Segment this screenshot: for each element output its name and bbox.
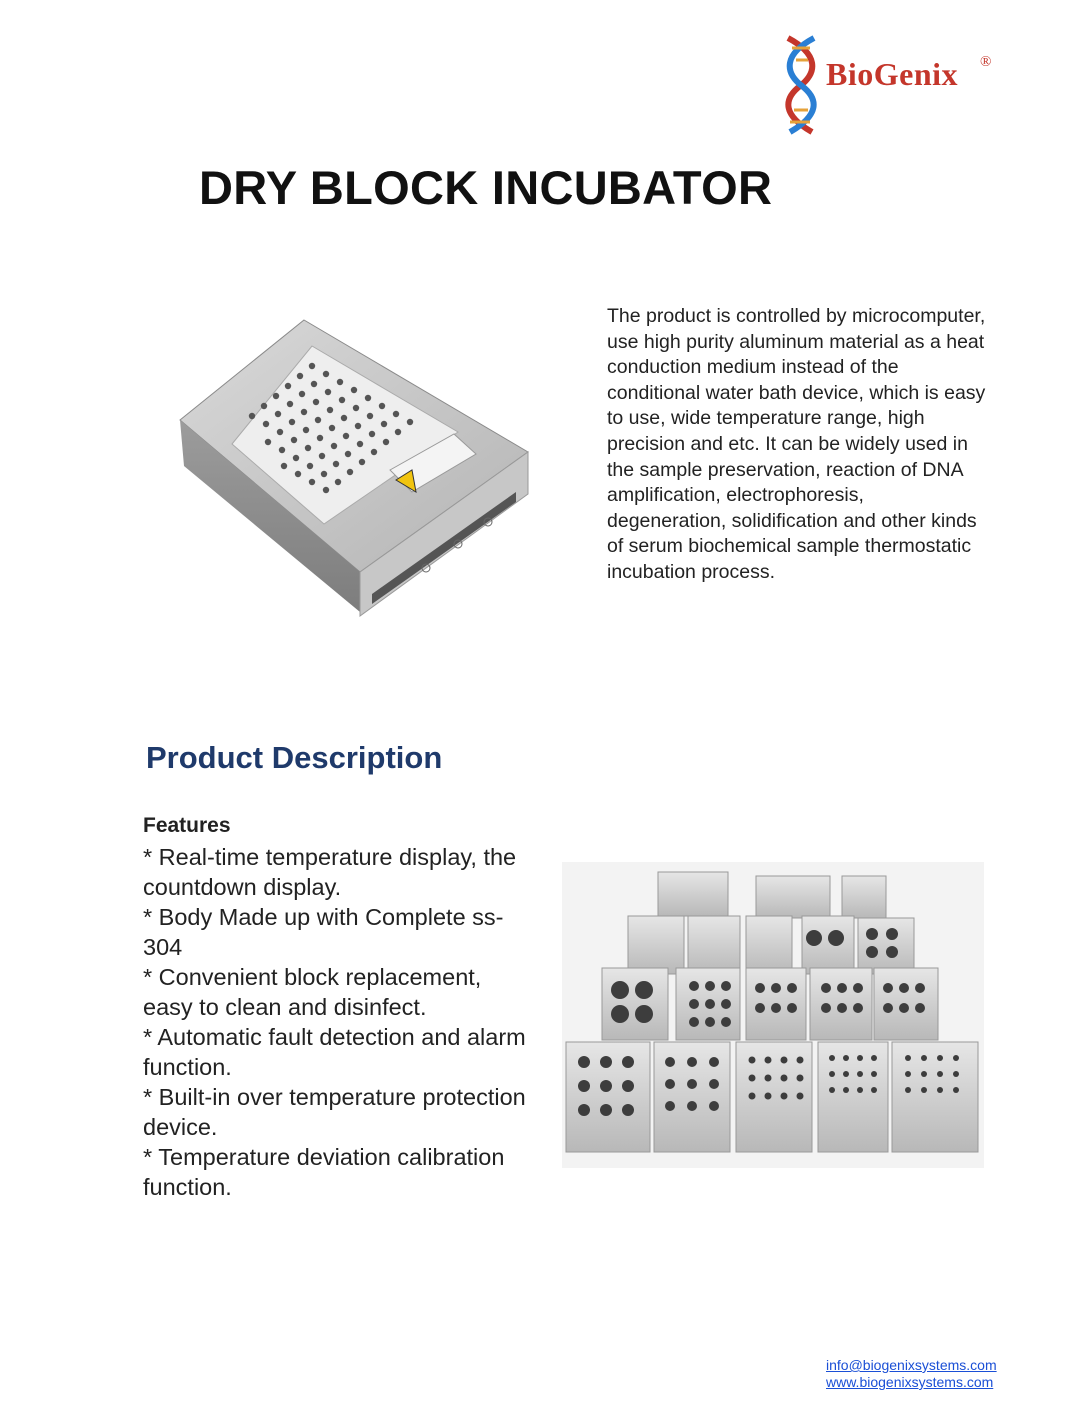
registered-mark: ® [980, 54, 992, 70]
heating-blocks-photo [562, 862, 984, 1168]
features-heading: Features [143, 814, 231, 837]
features-list [143, 842, 535, 1202]
email-link[interactable]: info@biogenixsystems.com [826, 1357, 997, 1373]
page-title: DRY BLOCK INCUBATOR [199, 161, 773, 214]
feature-item: * Real-time temperature display, the countdown display. [143, 844, 517, 900]
contact-links [826, 1357, 997, 1391]
feature-item: * Body Made up with Complete ss-304 [143, 904, 504, 960]
feature-item: * Convenient block replacement, easy to clean and disinfect. [143, 964, 482, 1020]
brand-name: BioGenix [826, 56, 959, 92]
feature-item: * Temperature deviation calibration function. [143, 1144, 505, 1200]
section-heading: Product Description [146, 740, 443, 775]
intro-paragraph: The product is controlled by microcomputer, use high purity aluminum material as a heat conduction medium instead of the conditional water bath device, which is easy to use, wide temperature range, high precision and etc. It can be widely used in the sample preservation, reaction of DNA amplification, electrophoresis, degeneration, solidification and other kinds of serum biochemical sample thermostatic incubation process. [607, 305, 986, 583]
incubator-photo [176, 316, 536, 632]
website-link[interactable]: www.biogenixsystems.com [826, 1374, 994, 1390]
feature-item: * Built-in over temperature protection device. [143, 1084, 526, 1140]
feature-item: * Automatic fault detection and alarm function. [143, 1024, 526, 1080]
